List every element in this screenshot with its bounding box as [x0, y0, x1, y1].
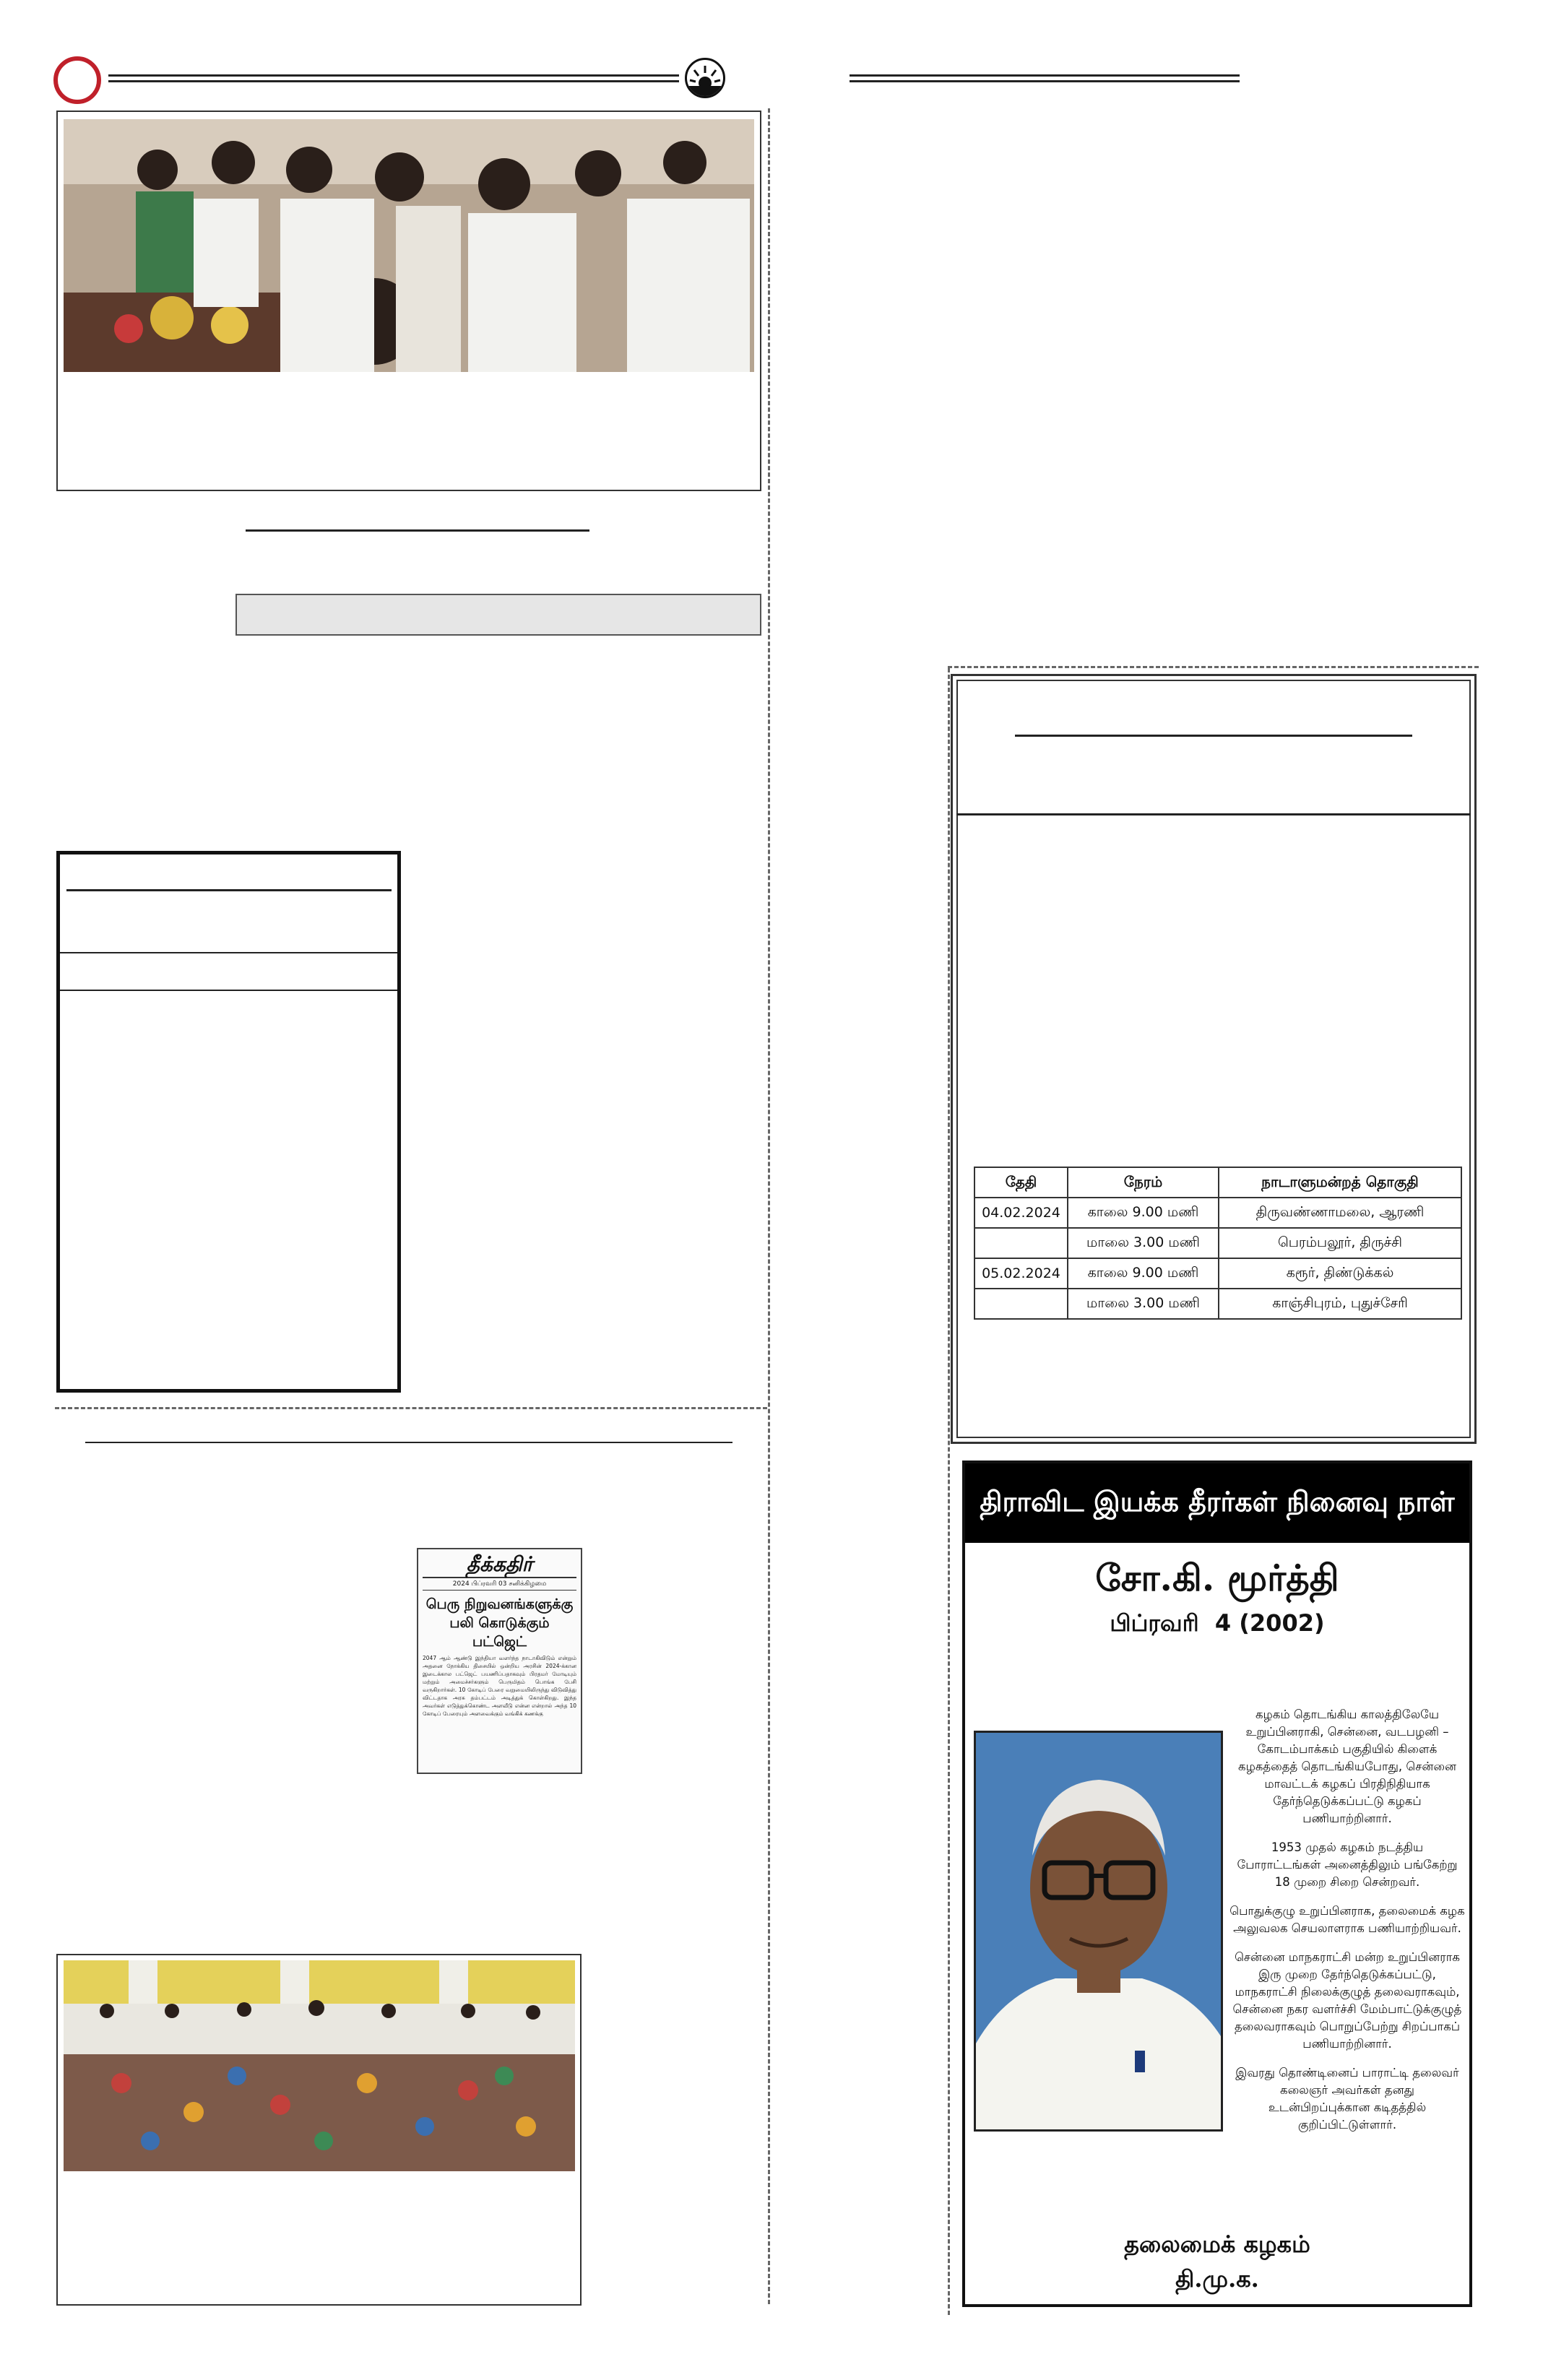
memorial-banner-text: திராவிட இயக்க தீரர்கள் நினைவு நாள் [980, 1484, 1455, 1518]
table-cell-time: காலை 9.00 மணி [1068, 1198, 1219, 1228]
condolence-visit-photo [64, 119, 754, 372]
clipping-body: 2047 ஆம் ஆண்டு இந்தியா வளர்ந்த நாடாகிவிடும் என்றும் அதனை நோக்கிய திசையில் ஒன்றிய அரசின் 2024-க்கான இடைக்கால பட்ஜெட் பயணிப்பதாகவும் பிரதமர் மோடியும் மற்றும் அமைச்சர்களும் பெருமிதம் பொங்க பேசி வருகிறார்கள். 10 கோடிப் பேரை வறுமையிலிருந்து விடுவித்து விட்டதாக அரசு தம்பட்டம் அடித்துக் கொள்கிறது. இந்த அவர்கள் எடுத்துக்கொண்ட அளவீடு என்ன என்றால் அந்த 10 கோடிப் பேரையும் அளவைக்கும் வங்கிக் கணக்கு [423, 1655, 576, 1717]
table-cell-time: மாலை 3.00 மணி [1068, 1228, 1219, 1258]
bio-paragraph: சென்னை மாநகராட்சி மன்ற உறுப்பினராக இரு முறை தேர்ந்தெடுக்கப்பட்டு, மாநகராட்சி நிலைக்குழுத் தலைவராகவும், சென்னை நகர வளர்ச்சி மேம்பாட்டுக்குழுத் தலைவராகவும் பொறுப்பேற்று சிறப்பாகப் பணியாற்றினார். [1232, 1950, 1462, 2051]
boxed-article-divider-1 [60, 952, 397, 953]
article-rule-lower-left [85, 1442, 732, 1443]
memorial-portrait-photo [974, 1731, 1223, 2132]
clipping-dateline: 2024 பிப்ரவரி 03 சனிக்கிழமை [423, 1578, 576, 1591]
table-header-time: நேரம் [1068, 1167, 1219, 1198]
bio-paragraph: இவரது தொண்டினைப் பாராட்டி தலைவர் கலைஞர் அவர்கள் தனது உடன்பிறப்புக்கான கடிதத்தில் குறிப்பிட்டுள்ளார். [1235, 2066, 1459, 2132]
table-cell-date [974, 1289, 1068, 1319]
column-separator-right [948, 668, 950, 2315]
clipping-headline: பெரு நிறுவனங்களுக்கு பலி கொடுக்கும் பட்ஜெட் [425, 1596, 574, 1650]
header-rule-top [108, 74, 679, 77]
boxed-article-left [56, 851, 401, 1393]
boxed-article-divider-2 [60, 990, 397, 991]
table-row [974, 1289, 1461, 1319]
table-cell-time: காலை 9.00 மணி [1068, 1258, 1219, 1289]
right-column-top-divider [948, 666, 1479, 668]
table-cell-date: 04.02.2024 [974, 1198, 1068, 1228]
memorial-signature-org: தலைமைக் கழகம் [1124, 2230, 1310, 2258]
column-separator-left [768, 108, 770, 2304]
boxed-article-rule [66, 889, 392, 891]
table-header-date: தேதி [974, 1167, 1068, 1198]
bio-paragraph: கழகம் தொடங்கிய காலத்திலேயே உறுப்பினராகி, சென்னை, வடபழனி – கோடம்பாக்கம் பகுதியில் கிளைக் கழகத்தைத் தொடங்கியபோது, சென்னை மாவட்டக் கழகப் பிரதிநிதியாக தேர்ந்தெடுக்கப்பட்டு கழகப் பணியாற்றினார். [1238, 1708, 1456, 1825]
bio-paragraph: 1953 முதல் கழகம் நடத்திய போராட்டங்கள் அனைத்திலும் பங்கேற்று 18 முறை சிறை சென்றவர். [1237, 1840, 1458, 1889]
rising-sun-emblem-icon [685, 58, 725, 98]
memorial-biography [1228, 1706, 1466, 2145]
table-cell-constituency: காஞ்சிபுரம், புதுச்சேரி [1219, 1289, 1461, 1319]
table-row [974, 1258, 1461, 1289]
right-header-rule-top [850, 74, 1240, 77]
table-cell-constituency: பெரம்பலூர், திருச்சி [1219, 1228, 1461, 1258]
newspaper-clipping [417, 1548, 582, 1774]
memorial-name: சோ.கி. மூர்த்தி [1095, 1557, 1339, 1599]
table-header-row [974, 1167, 1461, 1198]
table-row [974, 1198, 1461, 1228]
event-header-rule [1015, 735, 1412, 737]
caption-rule-1 [246, 529, 589, 532]
table-header-constituency: நாடாளுமன்றத் தொகுதி [1219, 1167, 1461, 1198]
memorial-signature-party: தி.மு.க. [1175, 2265, 1259, 2293]
table-cell-constituency: கரூர், திண்டுக்கல் [1219, 1258, 1461, 1289]
left-column-mid-divider [55, 1407, 767, 1409]
event-header-divider [956, 813, 1471, 815]
table-cell-date: 05.02.2024 [974, 1258, 1068, 1289]
meeting-hall-photo [64, 1960, 575, 2171]
table-cell-constituency: திருவண்ணாமலை, ஆரணி [1219, 1198, 1461, 1228]
bio-paragraph: பொதுக்குழு உறுப்பினராக, தலைமைக் கழக அலுவலக செயலாளராக பணியாற்றியவர். [1229, 1904, 1465, 1935]
memorial-date: பிப்ரவரி 4 (2002) [1110, 1609, 1325, 1637]
table-cell-date [974, 1228, 1068, 1258]
gray-highlight-box [235, 594, 761, 636]
tour-schedule-table [974, 1167, 1462, 1320]
table-row [974, 1228, 1461, 1258]
event-announcement-inner [956, 680, 1471, 1438]
header-rule-bottom [108, 80, 679, 82]
clipping-masthead: தீக்கதிர் [423, 1552, 576, 1578]
memorial-banner [965, 1463, 1469, 1543]
page-logo-icon [53, 56, 101, 104]
right-header-rule-bottom [850, 80, 1240, 82]
table-cell-time: மாலை 3.00 மணி [1068, 1289, 1219, 1319]
